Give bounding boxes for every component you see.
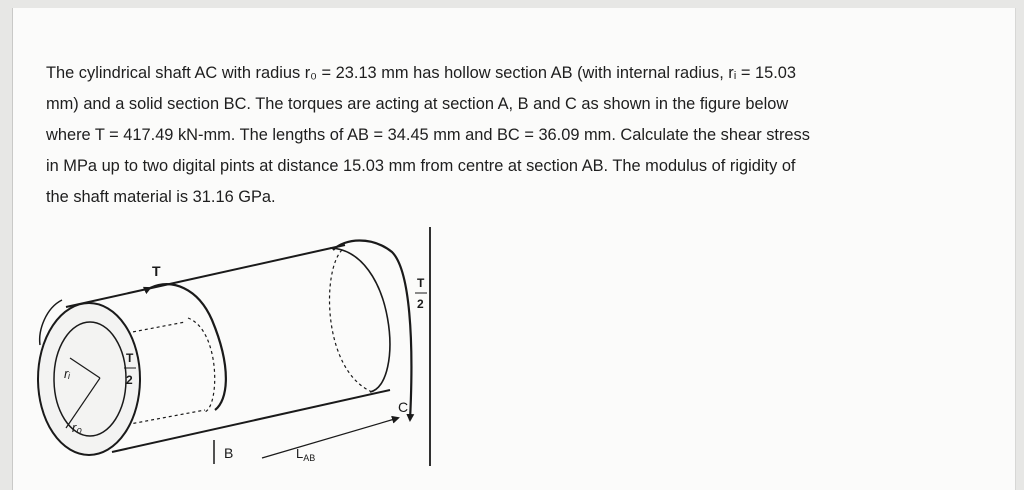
section-label-C: C <box>398 399 409 415</box>
torque-T-label: T <box>152 263 161 279</box>
svg-text:T: T <box>417 276 425 290</box>
problem-line-4: in MPa up to two digital pints at distance 15.03 mm from centre at section AB. The modulus of rigidity of <box>46 157 796 175</box>
end-face-A <box>38 300 140 455</box>
inner-radius-label: rᵢ <box>64 366 70 381</box>
problem-line-2: mm) and a solid section BC. The torques are acting at section A, B and C as shown in the figure below <box>46 95 789 113</box>
section-label-B: B <box>224 445 234 461</box>
torque-arrow-A <box>150 284 226 410</box>
svg-text:2: 2 <box>126 373 133 387</box>
problem-line-1: The cylindrical shaft AC with radius r₀ = 23.13 mm has hollow section AB (with internal radius, rᵢ = 15.03 <box>46 64 797 82</box>
svg-text:T: T <box>126 351 134 365</box>
problem-line-5: the shaft material is 31.16 GPa. <box>46 188 276 206</box>
length-dimension-line <box>262 418 398 458</box>
half-torque-label-top <box>415 276 427 311</box>
outer-radius-label: r₀ <box>72 420 82 435</box>
length-label: $L_{AB}$ <box>296 446 316 463</box>
problem-line-3: where T = 417.49 kN-mm. The lengths of AB = 34.45 mm and BC = 36.09 mm. Calculate the shear stress <box>46 126 810 144</box>
svg-text:2: 2 <box>417 297 424 311</box>
